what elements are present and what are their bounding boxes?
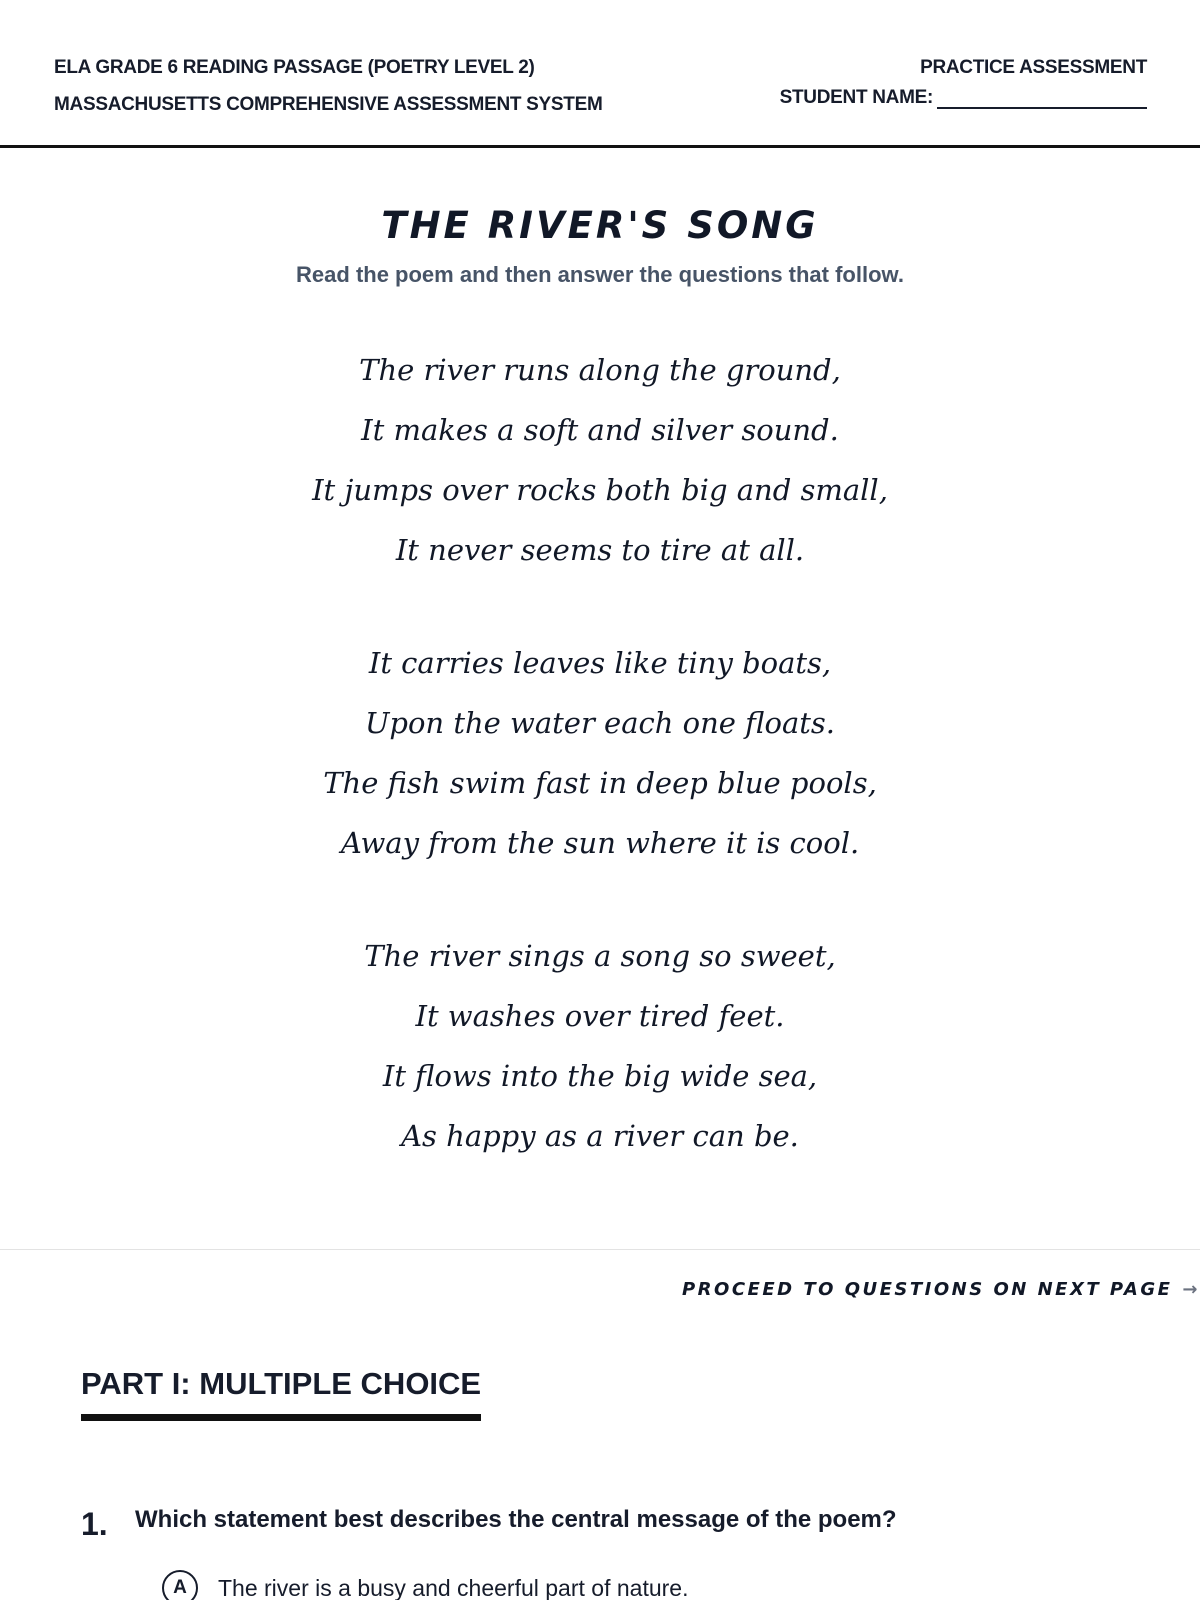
reading-instructions: Read the poem and then answer the questions that follow. — [296, 262, 904, 287]
stanza — [0, 936, 1200, 1176]
poem-line: It never seems to tire at all. — [395, 533, 805, 567]
poem-line: As happy as a river can be. — [401, 1119, 799, 1153]
student-name-field[interactable] — [937, 89, 1147, 109]
question-text: Which statement best describes the central message of the poem? — [135, 1506, 897, 1533]
student-name-label: STUDENT NAME: — [779, 87, 933, 108]
poem-title: THE RIVER'S SONG — [381, 204, 819, 247]
stanza — [0, 643, 1200, 883]
poem-line: The river runs along the ground, — [359, 353, 841, 387]
choice-text: The river is a busy and cheerful part of nature. — [218, 1574, 689, 1600]
answer-choice-a[interactable] — [162, 1570, 688, 1600]
passage-type-label: ELA GRADE 6 READING PASSAGE (POETRY LEVEL 2) — [54, 57, 535, 78]
question-number: 1. — [81, 1506, 108, 1542]
part-heading: PART I: MULTIPLE CHOICE — [81, 1366, 481, 1421]
assessment-system-label: MASSACHUSETTS COMPREHENSIVE ASSESSMENT SYSTEM — [54, 94, 603, 115]
poem-line: The fish swim fast in deep blue pools, — [323, 766, 877, 800]
section-divider — [0, 1249, 1200, 1250]
stanza — [0, 350, 1200, 590]
poem-body — [0, 350, 1200, 1229]
poem-line: Upon the water each one floats. — [364, 706, 836, 740]
poem-line: It makes a soft and silver sound. — [361, 413, 839, 447]
poem-line: It flows into the big wide sea, — [382, 1059, 818, 1093]
arrow-right-icon: → — [1182, 1279, 1200, 1300]
poem-line: It jumps over rocks both big and small, — [312, 473, 888, 507]
student-name-row — [780, 87, 1147, 109]
poem-line: The river sings a song so sweet, — [364, 939, 836, 973]
practice-assessment-label: PRACTICE ASSESSMENT — [920, 57, 1147, 78]
choice-bubble[interactable]: A — [162, 1570, 198, 1600]
poem-line: It carries leaves like tiny boats, — [368, 646, 832, 680]
poem-line: It washes over tired feet. — [415, 999, 785, 1033]
assessment-header — [0, 0, 1200, 148]
proceed-link[interactable] — [682, 1279, 1200, 1300]
proceed-label: PROCEED TO QUESTIONS ON NEXT PAGE — [681, 1279, 1173, 1300]
poem-line: Away from the sun where it is cool. — [340, 826, 860, 860]
